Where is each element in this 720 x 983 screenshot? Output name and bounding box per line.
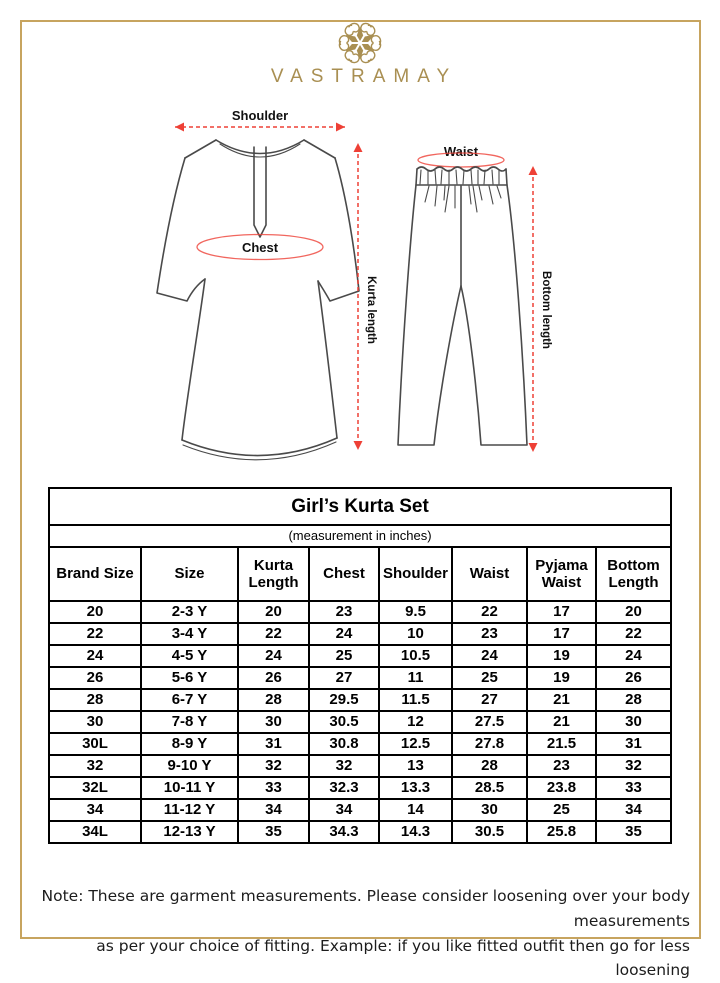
table-cell: 24	[238, 645, 309, 667]
table-cell: 35	[238, 821, 309, 843]
table-cell: 24	[452, 645, 527, 667]
table-cell: 33	[238, 777, 309, 799]
table-row	[49, 645, 671, 667]
table-cell: 10.5	[379, 645, 452, 667]
table-cell: 30.5	[452, 821, 527, 843]
shoulder-label: Shoulder	[231, 108, 289, 123]
table-cell: 28	[238, 689, 309, 711]
table-cell: 29.5	[309, 689, 379, 711]
table-cell: 35	[596, 821, 671, 843]
table-cell: 25	[452, 667, 527, 689]
table-cell: 32	[238, 755, 309, 777]
table-cell: 30.5	[309, 711, 379, 733]
table-cell: 30L	[49, 733, 141, 755]
table-row	[49, 623, 671, 645]
table-cell: 12-13 Y	[141, 821, 238, 843]
size-table-header-row	[49, 547, 671, 601]
brand-logo-icon	[336, 22, 384, 64]
table-cell: 14	[379, 799, 452, 821]
column-header: Shoulder	[379, 547, 452, 601]
table-cell: 28	[49, 689, 141, 711]
table-cell: 23	[527, 755, 596, 777]
table-cell: 24	[309, 623, 379, 645]
kurta-diagram	[135, 103, 385, 478]
table-cell: 26	[238, 667, 309, 689]
table-row	[49, 799, 671, 821]
table-cell: 22	[596, 623, 671, 645]
table-cell: 31	[596, 733, 671, 755]
column-header: Brand Size	[49, 547, 141, 601]
table-cell: 34.3	[309, 821, 379, 843]
table-row	[49, 601, 671, 623]
table-cell: 27.5	[452, 711, 527, 733]
table-row	[49, 667, 671, 689]
table-cell: 23	[309, 601, 379, 623]
column-header: Waist	[452, 547, 527, 601]
note-text	[30, 884, 690, 983]
table-cell: 23	[452, 623, 527, 645]
table-cell: 27	[452, 689, 527, 711]
table-cell: 13	[379, 755, 452, 777]
table-cell: 17	[527, 623, 596, 645]
table-cell: 22	[238, 623, 309, 645]
table-cell: 7-8 Y	[141, 711, 238, 733]
table-cell: 20	[596, 601, 671, 623]
chest-label: Chest	[241, 240, 279, 255]
table-cell: 22	[49, 623, 141, 645]
note-line-1: Note: These are garment measurements. Please consider loosening over your body measurements	[41, 887, 690, 930]
table-cell: 30	[49, 711, 141, 733]
table-cell: 32	[49, 755, 141, 777]
table-cell: 12	[379, 711, 452, 733]
size-table-body	[49, 601, 671, 843]
table-cell: 8-9 Y	[141, 733, 238, 755]
table-cell: 5-6 Y	[141, 667, 238, 689]
table-cell: 3-4 Y	[141, 623, 238, 645]
pyjama-outline	[398, 167, 527, 445]
table-cell: 10	[379, 623, 452, 645]
table-cell: 25	[527, 799, 596, 821]
table-cell: 17	[527, 601, 596, 623]
table-cell: 30.8	[309, 733, 379, 755]
table-cell: 4-5 Y	[141, 645, 238, 667]
table-cell: 31	[238, 733, 309, 755]
table-cell: 11	[379, 667, 452, 689]
size-table	[48, 487, 672, 844]
table-cell: 20	[238, 601, 309, 623]
table-cell: 34	[49, 799, 141, 821]
column-header: Size	[141, 547, 238, 601]
table-cell: 34	[596, 799, 671, 821]
pyjama-diagram	[385, 100, 560, 455]
table-row	[49, 711, 671, 733]
table-cell: 28.5	[452, 777, 527, 799]
table-cell: 22	[452, 601, 527, 623]
table-cell: 28	[596, 689, 671, 711]
table-cell: 26	[596, 667, 671, 689]
table-cell: 6-7 Y	[141, 689, 238, 711]
table-cell: 9.5	[379, 601, 452, 623]
table-cell: 25.8	[527, 821, 596, 843]
table-cell: 21	[527, 711, 596, 733]
table-cell: 34	[309, 799, 379, 821]
table-cell: 2-3 Y	[141, 601, 238, 623]
table-cell: 32	[309, 755, 379, 777]
table-cell: 10-11 Y	[141, 777, 238, 799]
table-cell: 11.5	[379, 689, 452, 711]
table-cell: 32.3	[309, 777, 379, 799]
table-cell: 32	[596, 755, 671, 777]
kurta-length-label: Kurta length	[365, 276, 377, 344]
table-row	[49, 689, 671, 711]
column-header: Chest	[309, 547, 379, 601]
table-cell: 12.5	[379, 733, 452, 755]
table-cell: 27	[309, 667, 379, 689]
table-cell: 24	[596, 645, 671, 667]
note-line-2: as per your choice of fitting. Example: if you like fitted outfit then go for less loosening	[96, 936, 690, 980]
table-cell: 24	[49, 645, 141, 667]
table-cell: 13.3	[379, 777, 452, 799]
table-cell: 27.8	[452, 733, 527, 755]
table-cell: 30	[238, 711, 309, 733]
table-cell: 33	[596, 777, 671, 799]
table-cell: 21	[527, 689, 596, 711]
kurta-outline	[157, 140, 359, 460]
table-title: Girl’s Kurta Set	[49, 488, 671, 525]
table-row	[49, 777, 671, 799]
table-cell: 25	[309, 645, 379, 667]
table-cell: 30	[596, 711, 671, 733]
table-cell: 30	[452, 799, 527, 821]
table-cell: 34L	[49, 821, 141, 843]
table-cell: 23.8	[527, 777, 596, 799]
table-cell: 28	[452, 755, 527, 777]
column-header: Kurta Length	[238, 547, 309, 601]
brand-name: VASTRAMAY	[270, 66, 458, 87]
column-header: Bottom Length	[596, 547, 671, 601]
column-header: Pyjama Waist	[527, 547, 596, 601]
table-cell: 11-12 Y	[141, 799, 238, 821]
table-row	[49, 733, 671, 755]
table-cell: 19	[527, 645, 596, 667]
table-subtitle: (measurement in inches)	[49, 525, 671, 547]
table-cell: 32L	[49, 777, 141, 799]
table-cell: 21.5	[527, 733, 596, 755]
table-row	[49, 821, 671, 843]
table-row	[49, 755, 671, 777]
table-cell: 9-10 Y	[141, 755, 238, 777]
table-cell: 34	[238, 799, 309, 821]
table-cell: 20	[49, 601, 141, 623]
waist-label: Waist	[443, 144, 479, 159]
table-cell: 19	[527, 667, 596, 689]
table-cell: 14.3	[379, 821, 452, 843]
bottom-length-label: Bottom length	[540, 271, 552, 349]
table-cell: 26	[49, 667, 141, 689]
